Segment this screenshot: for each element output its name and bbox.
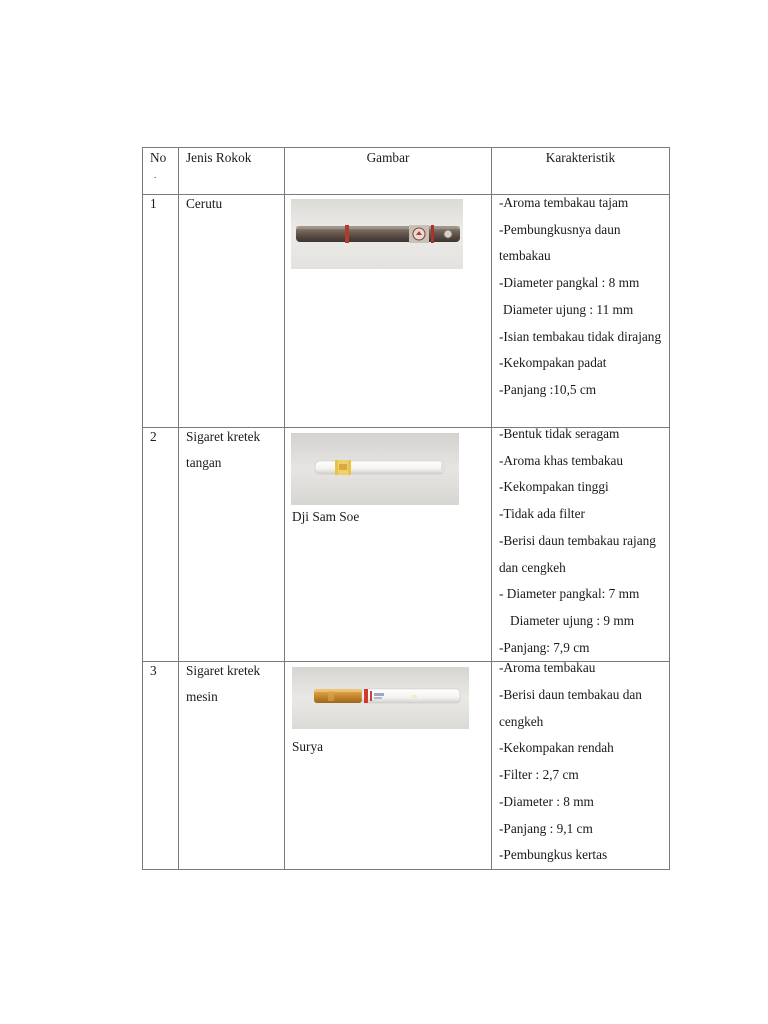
cell-karakteristik <box>492 195 670 428</box>
list-item: -Kekompakan padat <box>499 355 607 371</box>
characteristics-list <box>499 662 669 869</box>
cigarette-table <box>142 147 670 870</box>
characteristics-list <box>499 195 669 404</box>
list-item: -Panjang : 9,1 cm <box>499 820 593 836</box>
header-no-dot: . <box>154 170 157 180</box>
list-item: - Diameter pangkal: 7 mm <box>499 586 640 602</box>
cell-karakteristik <box>492 662 670 870</box>
list-item: -Kekompakan rendah <box>499 740 614 756</box>
image-caption: Surya <box>292 739 324 755</box>
cell-karakteristik <box>492 428 670 662</box>
cell-no: 2 <box>143 428 179 662</box>
header-row <box>143 148 670 195</box>
table-row <box>143 195 670 428</box>
cell-gambar <box>285 662 492 870</box>
header-karakteristik: Karakteristik <box>492 148 670 195</box>
list-item: -Aroma khas tembakau <box>499 452 624 468</box>
image-caption: Dji Sam Soe <box>292 509 360 524</box>
list-item: -Diameter pangkal : 8 mm <box>499 275 640 291</box>
list-item: -Pembungkus kertas <box>499 847 608 863</box>
cell-gambar <box>285 428 492 662</box>
list-item: -Berisi daun tembakau rajang dan cengkeh <box>499 532 656 575</box>
list-item: -Isian tembakau tidak dirajang <box>499 328 662 344</box>
list-item: Diameter ujung : 11 mm <box>503 301 634 317</box>
cell-gambar <box>285 195 492 428</box>
list-item: -Tidak ada filter <box>499 506 585 522</box>
cell-jenis: Cerutu <box>179 195 285 428</box>
list-item: -Panjang :10,5 cm <box>499 381 597 397</box>
list-item: -Aroma tembakau <box>499 661 596 676</box>
cell-jenis: Sigaret kretek tangan <box>179 428 285 662</box>
cigar-photo <box>291 199 463 269</box>
table-row <box>143 662 670 870</box>
list-item: -Bentuk tidak seragam <box>499 427 620 441</box>
list-item: -Filter : 2,7 cm <box>499 767 579 783</box>
list-item: Diameter ujung : 9 mm <box>510 612 635 628</box>
list-item: -Aroma tembakau tajam <box>499 195 629 210</box>
list-item: -Panjang: 7,9 cm <box>499 639 590 655</box>
list-item: -Pembungkusnya daun tembakau <box>499 221 621 264</box>
table-row <box>143 428 670 662</box>
header-gambar: Gambar <box>285 148 492 195</box>
cell-no: 1 <box>143 195 179 428</box>
cell-no: 3 <box>143 662 179 870</box>
list-item: -Diameter : 8 mm <box>499 793 594 809</box>
machine-kretek-photo <box>292 667 469 729</box>
header-no: No . <box>143 148 179 195</box>
list-item: -Berisi daun tembakau dan cengkeh <box>499 687 642 729</box>
list-item: -Kekompakan tinggi <box>499 479 609 495</box>
header-jenis: Jenis Rokok <box>179 148 285 195</box>
cell-jenis: Sigaret kretek mesin <box>179 662 285 870</box>
characteristics-list <box>499 428 669 662</box>
hand-rolled-kretek-photo <box>291 433 459 505</box>
